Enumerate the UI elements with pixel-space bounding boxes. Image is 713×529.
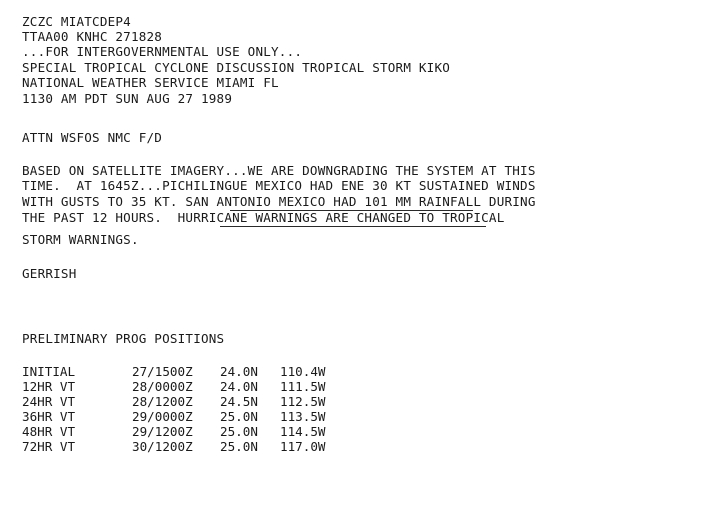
header-line-5: NATIONAL WEATHER SERVICE MIAMI FL [22,75,279,90]
valid-time: 27/1500Z [132,364,193,379]
body-line-2: TIME. AT 1645Z...PICHILINGUE MEXICO HAD ENE 30 KT SUSTAINED WINDS [22,178,536,193]
forecast-label: 72HR VT [22,439,76,454]
table-row [22,379,326,394]
longitude: 112.5W [280,394,326,409]
table-row [22,439,326,454]
header-line-6: 1130 AM PDT SUN AUG 27 1989 [22,91,233,106]
forecast-label: 24HR VT [22,394,76,409]
prog-positions-table [22,364,326,454]
body-line-3: WITH GUSTS TO 35 KT. SAN ANTONIO MEXICO HAD 101 MM RAINFALL DURING [22,194,536,209]
body-line-1: BASED ON SATELLITE IMAGERY...WE ARE DOWNGRADING THE SYSTEM AT THIS [22,163,536,178]
forecast-label: 36HR VT [22,409,76,424]
latitude: 25.0N [220,409,258,424]
forecaster-signature: GERRISH [22,266,77,281]
header-line-3: ...FOR INTERGOVERNMENTAL USE ONLY... [22,44,303,59]
body-line-4: THE PAST 12 HOURS. HURRICANE WARNINGS ARE CHANGED TO TROPICAL [22,210,505,225]
longitude: 110.4W [280,364,326,379]
longitude: 114.5W [280,424,326,439]
longitude: 117.0W [280,439,326,454]
valid-time: 28/1200Z [132,394,193,409]
attn-line: ATTN WSFOS NMC F/D [22,130,163,145]
header-line-2: TTAA00 KNHC 271828 [22,29,163,44]
forecast-label: 48HR VT [22,424,76,439]
latitude: 24.0N [220,364,258,379]
latitude: 24.0N [220,379,258,394]
body-line-5: STORM WARNINGS. [22,232,139,247]
latitude: 25.0N [220,424,258,439]
handwritten-underline-1 [230,210,473,211]
table-row [22,409,326,424]
prog-title: PRELIMINARY PROG POSITIONS [22,331,225,346]
table-row [22,394,326,409]
valid-time: 29/1200Z [132,424,193,439]
longitude: 111.5W [280,379,326,394]
table-row [22,424,326,439]
handwritten-underline-2 [220,226,486,227]
longitude: 113.5W [280,409,326,424]
forecast-label: 12HR VT [22,379,76,394]
header-line-1: ZCZC MIATCDEP4 [22,14,131,29]
valid-time: 30/1200Z [132,439,193,454]
latitude: 25.0N [220,439,258,454]
valid-time: 29/0000Z [132,409,193,424]
header-line-4: SPECIAL TROPICAL CYCLONE DISCUSSION TROPICAL STORM KIKO [22,60,451,75]
valid-time: 28/0000Z [132,379,193,394]
table-row [22,364,326,379]
latitude: 24.5N [220,394,258,409]
forecast-label: INITIAL [22,364,76,379]
